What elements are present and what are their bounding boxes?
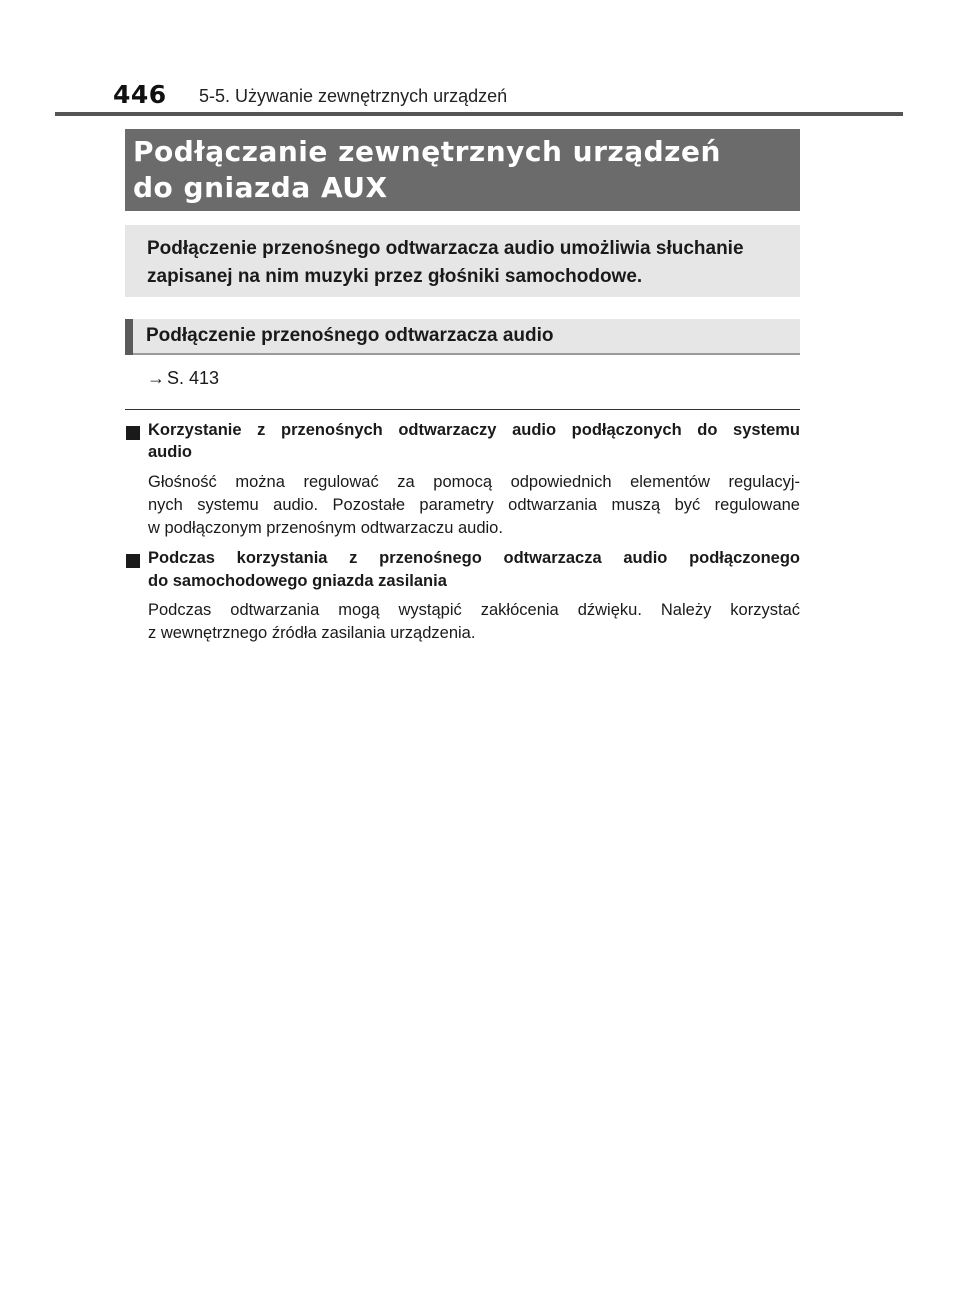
intro-summary-box [125, 225, 800, 297]
page-reference[interactable] [147, 368, 219, 389]
note-2-heading-line-1: Podczas korzystania z przenośnego odtwarzacza audio podłączonego [148, 549, 800, 567]
chapter-title-band [125, 129, 800, 211]
chapter-title-line-2: do gniazda AUX [133, 171, 388, 204]
note-1-body-line-3: w podłączonym przenośnym odtwarzaczu audio. [148, 519, 503, 537]
note-2-body-line-2: z wewnętrznego źródła zasilania urządzenia. [148, 624, 476, 642]
note-1-body-line-1: Głośność można regulować za pomocą odpowiednich elementów regulacyj- [148, 473, 800, 491]
note-2-body-line-1: Podczas odtwarzania mogą wystąpić zakłócenia dźwięku. Należy korzystać [148, 601, 800, 619]
chapter-title-line-1: Podłączanie zewnętrznych urządzeń [133, 135, 721, 168]
notes-divider [125, 409, 800, 410]
square-bullet-icon [126, 426, 140, 440]
page-header [0, 0, 960, 118]
square-bullet-icon [126, 554, 140, 568]
note-1-body-line-2: nych systemu audio. Pozostałe parametry odtwarzania muszą być regulowane [148, 496, 800, 514]
note-1-heading-line-2: audio [148, 443, 192, 461]
note-1-heading-line-1: Korzystanie z przenośnych odtwarzaczy audio podłączonych do systemu [148, 421, 800, 439]
subsection-header [125, 319, 800, 355]
page-number: 446 [113, 80, 167, 109]
page-reference-text: S. 413 [167, 368, 220, 388]
intro-summary-line-1: Podłączenie przenośnego odtwarzacza audio umożliwia słuchanie [147, 238, 744, 259]
note-2-heading-line-2: do samochodowego gniazda zasilania [148, 572, 447, 590]
section-breadcrumb: 5-5. Używanie zewnętrznych urządzeń [199, 86, 508, 106]
header-divider [55, 112, 903, 116]
subsection-title: Podłączenie przenośnego odtwarzacza audio [146, 325, 554, 346]
subsection-marker-bar [125, 319, 133, 355]
arrow-right-icon: → [147, 368, 165, 388]
intro-summary-line-2: zapisanej na nim muzyki przez głośniki samochodowe. [147, 266, 643, 287]
